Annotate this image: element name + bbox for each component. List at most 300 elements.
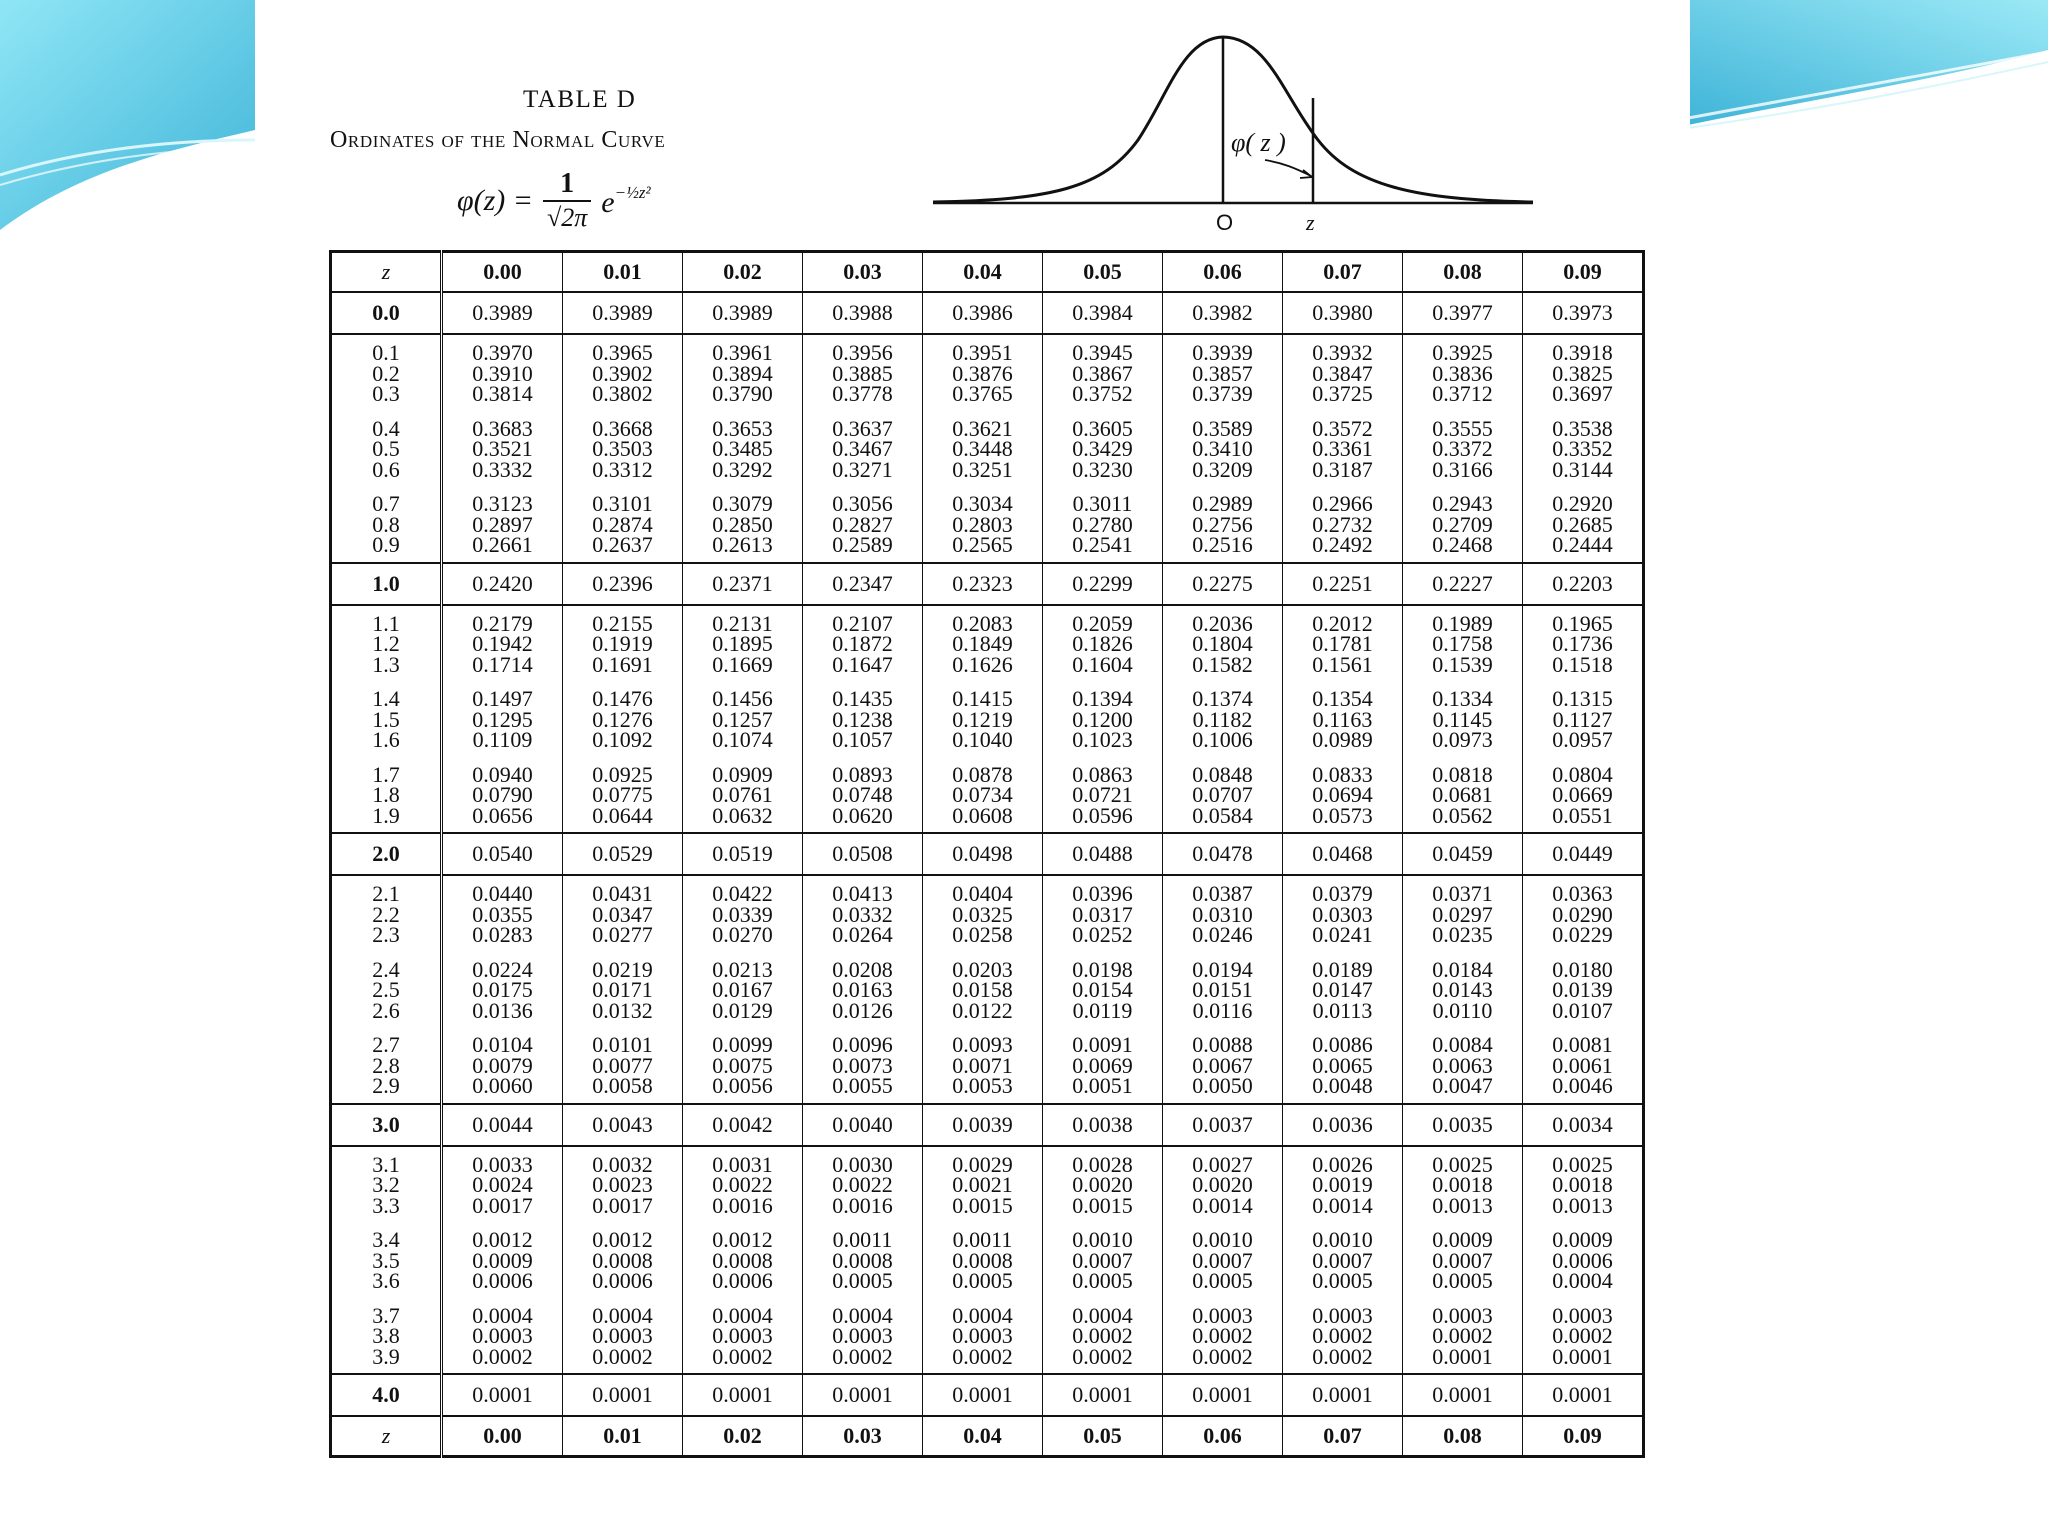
ordinate-value: 0.0035 (1403, 1104, 1523, 1146)
ordinate-cell (563, 605, 683, 682)
ordinate-value: 0.0016 (712, 1192, 773, 1218)
ordinate-value: 0.0053 (952, 1073, 1013, 1098)
ordinate-value: 0.0925 (592, 761, 653, 787)
z-value-cell (331, 1027, 442, 1104)
ordinate-value: 0.0017 (472, 1192, 533, 1218)
table-title: TABLE D (523, 86, 637, 113)
ordinate-value: 0.0431 (592, 881, 653, 906)
ordinate-value: 0.0055 (832, 1073, 893, 1098)
ordinate-value: 0.3945 (1072, 340, 1133, 365)
ordinate-cell (442, 757, 563, 834)
z-value: 1.0 (331, 563, 442, 605)
ordinate-cell (563, 411, 683, 487)
ordinate-value: 0.2396 (563, 563, 683, 605)
ordinate-cell (1403, 1146, 1523, 1223)
ordinate-value: 0.0003 (1192, 1302, 1253, 1328)
formula-numerator: 1 (560, 168, 575, 199)
ordinate-value: 0.0310 (1192, 901, 1253, 927)
ordinate-value: 0.1497 (472, 686, 533, 711)
ordinate-value: 0.0009 (1552, 1227, 1613, 1252)
ordinate-value: 0.2323 (923, 563, 1043, 605)
z-value-cell (331, 757, 442, 834)
ordinate-value: 0.0379 (1312, 881, 1373, 906)
ordinate-cell (1283, 486, 1403, 563)
ordinate-cell (1523, 681, 1644, 757)
ordinate-value: 0.1456 (712, 686, 773, 711)
ordinate-cell (1523, 1027, 1644, 1104)
ordinate-cell (563, 1222, 683, 1298)
ordinate-value: 0.0371 (1432, 881, 1493, 906)
ordinate-value: 0.1354 (1312, 686, 1373, 711)
ordinate-value: 0.0077 (592, 1052, 653, 1078)
header-col-0.07: 0.07 (1283, 252, 1403, 293)
ordinate-value: 0.0224 (472, 956, 533, 982)
z-value: 1.6 (372, 727, 400, 752)
ordinate-value: 0.0208 (832, 956, 893, 982)
ordinate-value: 0.2444 (1552, 532, 1613, 557)
z-value: 3.8 (372, 1323, 400, 1348)
ordinate-cell (1523, 1298, 1644, 1375)
ordinate-value: 0.0488 (1043, 833, 1163, 875)
ordinate-value: 0.3986 (923, 292, 1043, 334)
ordinate-value: 0.0007 (1312, 1247, 1373, 1273)
ordinate-cell (1403, 875, 1523, 952)
ordinate-value: 0.0002 (1072, 1343, 1133, 1369)
ordinate-value: 0.0001 (1403, 1374, 1523, 1416)
ordinate-cell (1403, 605, 1523, 682)
ordinate-cell (442, 411, 563, 487)
ordinate-value: 0.0018 (1432, 1172, 1493, 1197)
ordinate-value: 0.0101 (592, 1032, 653, 1057)
ordinate-cell (1523, 952, 1644, 1028)
ordinate-value: 0.0036 (1283, 1104, 1403, 1146)
ordinate-cell (1283, 1146, 1403, 1223)
ordinate-cell (563, 1146, 683, 1223)
ordinate-value: 0.0013 (1432, 1192, 1493, 1218)
ordinate-value: 0.2492 (1312, 532, 1373, 557)
z-value: 3.1 (372, 1151, 400, 1177)
ordinate-value: 0.0019 (1312, 1172, 1373, 1197)
header-col-0.08: 0.08 (1403, 252, 1523, 293)
ordinate-cell (1163, 952, 1283, 1028)
ordinate-value: 0.3079 (712, 491, 773, 516)
ordinate-value: 0.0046 (1552, 1073, 1613, 1098)
ordinate-value: 0.0009 (472, 1247, 533, 1273)
ordinate-value: 0.0075 (712, 1052, 773, 1078)
ordinate-value: 0.1023 (1072, 727, 1133, 752)
ordinate-value: 0.0139 (1552, 977, 1613, 1002)
ordinate-value: 0.0973 (1432, 727, 1493, 752)
ordinate-cell (1163, 1222, 1283, 1298)
ordinate-value: 0.0005 (1432, 1268, 1493, 1293)
ordinate-value: 0.1006 (1192, 727, 1253, 752)
ordinate-value: 0.3765 (952, 381, 1013, 406)
table-row (331, 292, 1644, 334)
z-value: 1.9 (372, 802, 400, 828)
ordinate-cell (563, 334, 683, 411)
ordinate-value: 0.3989 (563, 292, 683, 334)
ordinate-value: 0.0084 (1432, 1032, 1493, 1057)
ordinate-value: 0.0003 (1312, 1302, 1373, 1328)
ordinates-table (329, 250, 1645, 1458)
ordinate-cell (1043, 1222, 1163, 1298)
ordinate-cell (683, 605, 803, 682)
ordinate-value: 0.0091 (1072, 1032, 1133, 1057)
ordinate-value: 0.0008 (592, 1247, 653, 1273)
footer-col-0.01: 0.01 (563, 1416, 683, 1457)
footer-col-0.04: 0.04 (923, 1416, 1043, 1457)
ordinate-value: 0.0119 (1072, 997, 1133, 1023)
ordinate-value: 0.0001 (923, 1374, 1043, 1416)
ordinate-value: 0.0387 (1192, 881, 1253, 906)
ordinate-cell (1043, 334, 1163, 411)
ordinate-value: 0.0002 (1192, 1343, 1253, 1369)
ordinate-value: 0.0002 (1312, 1323, 1373, 1348)
ordinate-cell (563, 952, 683, 1028)
z-value: 1.3 (372, 651, 400, 677)
ordinate-value: 0.0017 (592, 1192, 653, 1218)
footer-col-0.00: 0.00 (442, 1416, 563, 1457)
ordinate-cell (442, 875, 563, 952)
table-row (331, 1298, 1644, 1375)
ordinate-value: 0.0032 (592, 1151, 653, 1177)
ordinate-value: 0.0804 (1552, 761, 1613, 787)
ordinate-cell (1043, 1298, 1163, 1375)
ordinate-value: 0.2251 (1283, 563, 1403, 605)
ordinate-value: 0.0006 (712, 1268, 773, 1293)
ordinate-value: 0.0023 (592, 1172, 653, 1197)
ordinate-value: 0.0027 (1192, 1151, 1253, 1177)
ordinate-value: 0.1374 (1192, 686, 1253, 711)
z-value: 0.8 (372, 511, 400, 537)
ordinate-value: 0.2589 (832, 532, 893, 557)
ordinate-value: 0.0194 (1192, 956, 1253, 982)
ordinate-value: 0.0449 (1523, 833, 1644, 875)
ordinate-value: 0.0171 (592, 977, 653, 1002)
ordinate-cell (923, 875, 1043, 952)
ordinate-value: 0.0037 (1163, 1104, 1283, 1146)
header-col-0.04: 0.04 (923, 252, 1043, 293)
ordinate-value: 0.0001 (1552, 1343, 1613, 1369)
ordinate-value: 0.2897 (472, 511, 533, 537)
ordinate-cell (1403, 952, 1523, 1028)
ordinate-value: 0.1758 (1432, 631, 1493, 656)
ordinate-value: 0.0681 (1432, 782, 1493, 807)
ordinate-value: 0.3034 (952, 491, 1013, 516)
ordinate-value: 0.0008 (712, 1247, 773, 1273)
ordinate-value: 0.1989 (1432, 610, 1493, 636)
z-value: 1.1 (372, 610, 400, 636)
ordinate-cell (1283, 681, 1403, 757)
ordinate-value: 0.3467 (832, 436, 893, 461)
ordinate-value: 0.0363 (1552, 881, 1613, 906)
ordinate-value: 0.3973 (1523, 292, 1644, 334)
ordinate-value: 0.0596 (1072, 802, 1133, 828)
ordinate-cell (1523, 757, 1644, 834)
ordinate-value: 0.2299 (1043, 563, 1163, 605)
header-row (331, 252, 1644, 293)
ordinate-value: 0.0909 (712, 761, 773, 787)
ordinate-value: 0.3894 (712, 360, 773, 386)
ordinate-value: 0.0029 (952, 1151, 1013, 1177)
ordinate-value: 0.0748 (832, 782, 893, 807)
ordinate-value: 0.0002 (1192, 1323, 1253, 1348)
ordinate-cell (563, 757, 683, 834)
ordinate-value: 0.0039 (923, 1104, 1043, 1146)
ordinate-value: 0.1781 (1312, 631, 1373, 656)
ordinate-value: 0.2420 (442, 563, 563, 605)
ordinate-value: 0.0086 (1312, 1032, 1373, 1057)
z-value-cell (331, 1298, 442, 1375)
ordinate-value: 0.2803 (952, 511, 1013, 537)
ordinate-value: 0.2966 (1312, 491, 1373, 516)
ordinate-cell (563, 681, 683, 757)
ordinate-value: 0.0283 (472, 922, 533, 947)
ordinate-value: 0.0584 (1192, 802, 1253, 828)
ordinate-cell (683, 1222, 803, 1298)
ordinate-cell (1163, 411, 1283, 487)
ordinate-value: 0.0071 (952, 1052, 1013, 1078)
ordinate-value: 0.1669 (712, 651, 773, 677)
ordinate-value: 0.0058 (592, 1073, 653, 1098)
ordinate-value: 0.0004 (712, 1302, 773, 1328)
ordinate-value: 0.0009 (1432, 1227, 1493, 1252)
ordinate-value: 0.1476 (592, 686, 653, 711)
ordinate-value: 0.3555 (1432, 415, 1493, 441)
ordinate-cell (1283, 952, 1403, 1028)
ordinate-cell (442, 681, 563, 757)
table-body (331, 292, 1644, 1416)
z-value: 0.5 (372, 436, 400, 461)
z-value-cell (331, 1222, 442, 1298)
ordinate-cell (1523, 486, 1644, 563)
ordinate-value: 0.0957 (1552, 727, 1613, 752)
ordinate-value: 0.0422 (712, 881, 773, 906)
ordinate-cell (923, 952, 1043, 1028)
table-row (331, 1027, 1644, 1104)
ordinate-value: 0.0219 (592, 956, 653, 982)
ordinate-value: 0.0669 (1552, 782, 1613, 807)
decorative-swoosh-left (0, 0, 255, 240)
ordinate-value: 0.0003 (1432, 1302, 1493, 1328)
z-value-cell (331, 411, 442, 487)
ordinate-value: 0.3538 (1552, 415, 1613, 441)
ordinate-value: 0.1714 (472, 651, 533, 677)
ordinate-value: 0.0034 (1523, 1104, 1644, 1146)
ordinate-value: 0.1942 (472, 631, 533, 656)
ordinate-value: 0.0060 (472, 1073, 533, 1098)
ordinate-value: 0.0048 (1312, 1073, 1373, 1098)
footer-z-label: z (331, 1416, 442, 1457)
ordinate-cell (803, 411, 923, 487)
ordinate-value: 0.0833 (1312, 761, 1373, 787)
ordinate-value: 0.0002 (712, 1343, 773, 1369)
ordinate-value: 0.0025 (1552, 1151, 1613, 1177)
ordinate-value: 0.0303 (1312, 901, 1373, 927)
ordinate-cell (803, 1146, 923, 1223)
density-formula (457, 170, 651, 232)
ordinate-cell (923, 334, 1043, 411)
ordinate-value: 0.3725 (1312, 381, 1373, 406)
ordinate-value: 0.0008 (832, 1247, 893, 1273)
ordinate-value: 0.0003 (952, 1323, 1013, 1348)
z-value: 0.0 (331, 292, 442, 334)
ordinate-value: 0.1736 (1552, 631, 1613, 656)
ordinate-value: 0.3984 (1043, 292, 1163, 334)
ordinate-value: 0.0562 (1432, 802, 1493, 828)
ordinate-value: 0.0241 (1312, 922, 1373, 947)
formula-denominator: √2π (543, 200, 591, 234)
ordinate-value: 0.0002 (1072, 1323, 1133, 1348)
ordinate-value: 0.0001 (1283, 1374, 1403, 1416)
ordinate-value: 0.0001 (1043, 1374, 1163, 1416)
ordinate-value: 0.0104 (472, 1032, 533, 1057)
ordinate-value: 0.1804 (1192, 631, 1253, 656)
ordinate-cell (1403, 1222, 1523, 1298)
ordinate-cell (1403, 1027, 1523, 1104)
ordinate-cell (1043, 605, 1163, 682)
ordinate-value: 0.1127 (1552, 706, 1613, 732)
ordinate-cell (1403, 334, 1523, 411)
ordinate-value: 0.0005 (832, 1268, 893, 1293)
ordinate-cell (683, 1027, 803, 1104)
ordinate-cell (803, 875, 923, 952)
ordinate-value: 0.2203 (1523, 563, 1644, 605)
ordinate-value: 0.1582 (1192, 651, 1253, 677)
ordinate-value: 0.3637 (832, 415, 893, 441)
ordinate-value: 0.0264 (832, 922, 893, 947)
ordinate-value: 0.2371 (683, 563, 803, 605)
ordinate-value: 0.0175 (472, 977, 533, 1002)
ordinate-value: 0.0608 (952, 802, 1013, 828)
ordinate-value: 0.3166 (1432, 456, 1493, 482)
ordinate-cell (1403, 486, 1523, 563)
z-value: 3.4 (372, 1227, 400, 1252)
ordinate-value: 0.1965 (1552, 610, 1613, 636)
ordinate-value: 0.3251 (952, 456, 1013, 482)
header-col-0.00: 0.00 (442, 252, 563, 293)
ordinate-value: 0.0004 (472, 1302, 533, 1328)
ordinate-value: 0.1109 (472, 727, 533, 752)
ordinate-cell (1523, 411, 1644, 487)
ordinate-value: 0.3910 (472, 360, 533, 386)
table-row (331, 1104, 1644, 1146)
ordinate-cell (1043, 1027, 1163, 1104)
ordinate-cell (1163, 757, 1283, 834)
ordinate-value: 0.0015 (952, 1192, 1013, 1218)
ordinate-value: 0.0003 (712, 1323, 773, 1348)
ordinate-value: 0.0478 (1163, 833, 1283, 875)
ordinate-value: 0.0022 (712, 1172, 773, 1197)
ordinate-value: 0.1895 (712, 631, 773, 656)
ordinate-cell (563, 486, 683, 563)
header-col-0.02: 0.02 (683, 252, 803, 293)
z-value: 3.7 (372, 1302, 400, 1328)
ordinate-value: 0.0694 (1312, 782, 1373, 807)
ordinate-value: 0.0775 (592, 782, 653, 807)
ordinate-cell (923, 1222, 1043, 1298)
ordinate-value: 0.1626 (952, 651, 1013, 677)
ordinate-value: 0.0056 (712, 1073, 773, 1098)
ordinate-cell (1283, 605, 1403, 682)
ordinate-value: 0.0143 (1432, 977, 1493, 1002)
z-value-cell (331, 334, 442, 411)
ordinate-value: 0.0154 (1072, 977, 1133, 1002)
ordinate-value: 0.0004 (1072, 1302, 1133, 1328)
ordinate-value: 0.0002 (1432, 1323, 1493, 1348)
ordinate-value: 0.0151 (1192, 977, 1253, 1002)
ordinate-value: 0.3961 (712, 340, 773, 365)
ordinate-value: 0.0061 (1552, 1052, 1613, 1078)
ordinate-value: 0.3802 (592, 381, 653, 406)
z-value: 4.0 (331, 1374, 442, 1416)
ordinate-value: 0.3951 (952, 340, 1013, 365)
ordinate-value: 0.0325 (952, 901, 1013, 927)
z-value-cell (331, 1146, 442, 1223)
decorative-swoosh-right (1688, 0, 2048, 160)
ordinate-value: 0.2468 (1432, 532, 1493, 557)
ordinate-value: 0.0656 (472, 802, 533, 828)
ordinate-cell (1283, 757, 1403, 834)
ordinate-value: 0.3332 (472, 456, 533, 482)
ordinate-value: 0.0005 (952, 1268, 1013, 1293)
table-row (331, 411, 1644, 487)
z-value: 3.3 (372, 1192, 400, 1218)
ordinate-value: 0.1518 (1552, 651, 1613, 677)
ordinate-value: 0.3778 (832, 381, 893, 406)
footer-col-0.06: 0.06 (1163, 1416, 1283, 1457)
ordinate-cell (563, 1298, 683, 1375)
ordinate-value: 0.3572 (1312, 415, 1373, 441)
ordinate-value: 0.3123 (472, 491, 533, 516)
ordinate-value: 0.3988 (803, 292, 923, 334)
table-row (331, 334, 1644, 411)
ordinate-cell (923, 486, 1043, 563)
ordinate-value: 0.0006 (1552, 1247, 1613, 1273)
ordinate-cell (1163, 875, 1283, 952)
ordinate-value: 0.0040 (803, 1104, 923, 1146)
ordinate-value: 0.3144 (1552, 456, 1613, 482)
z-value: 2.0 (331, 833, 442, 875)
ordinate-value: 0.0006 (592, 1268, 653, 1293)
ordinate-cell (1283, 875, 1403, 952)
table-row (331, 486, 1644, 563)
ordinate-cell (1403, 411, 1523, 487)
ordinate-value: 0.0001 (1163, 1374, 1283, 1416)
ordinate-value: 0.0093 (952, 1032, 1013, 1057)
ordinate-value: 0.2275 (1163, 563, 1283, 605)
ordinate-cell (923, 605, 1043, 682)
ordinate-value: 0.1057 (832, 727, 893, 752)
ordinate-value: 0.3683 (472, 415, 533, 441)
ordinate-value: 0.0180 (1552, 956, 1613, 982)
z-value: 3.9 (372, 1343, 400, 1369)
ordinate-value: 0.3925 (1432, 340, 1493, 365)
ordinate-value: 0.0014 (1192, 1192, 1253, 1218)
z-value: 0.3 (372, 381, 400, 406)
ordinate-value: 0.3970 (472, 340, 533, 365)
ordinate-value: 0.0404 (952, 881, 1013, 906)
ordinate-value: 0.0006 (472, 1268, 533, 1293)
ordinate-value: 0.0940 (472, 761, 533, 787)
ordinate-value: 0.2012 (1312, 610, 1373, 636)
ordinate-value: 0.2943 (1432, 491, 1493, 516)
formula-exponential (601, 183, 650, 220)
ordinate-value: 0.0002 (1312, 1343, 1373, 1369)
ordinate-value: 0.0002 (592, 1343, 653, 1369)
header-col-0.09: 0.09 (1523, 252, 1644, 293)
ordinate-value: 0.0878 (952, 761, 1013, 787)
